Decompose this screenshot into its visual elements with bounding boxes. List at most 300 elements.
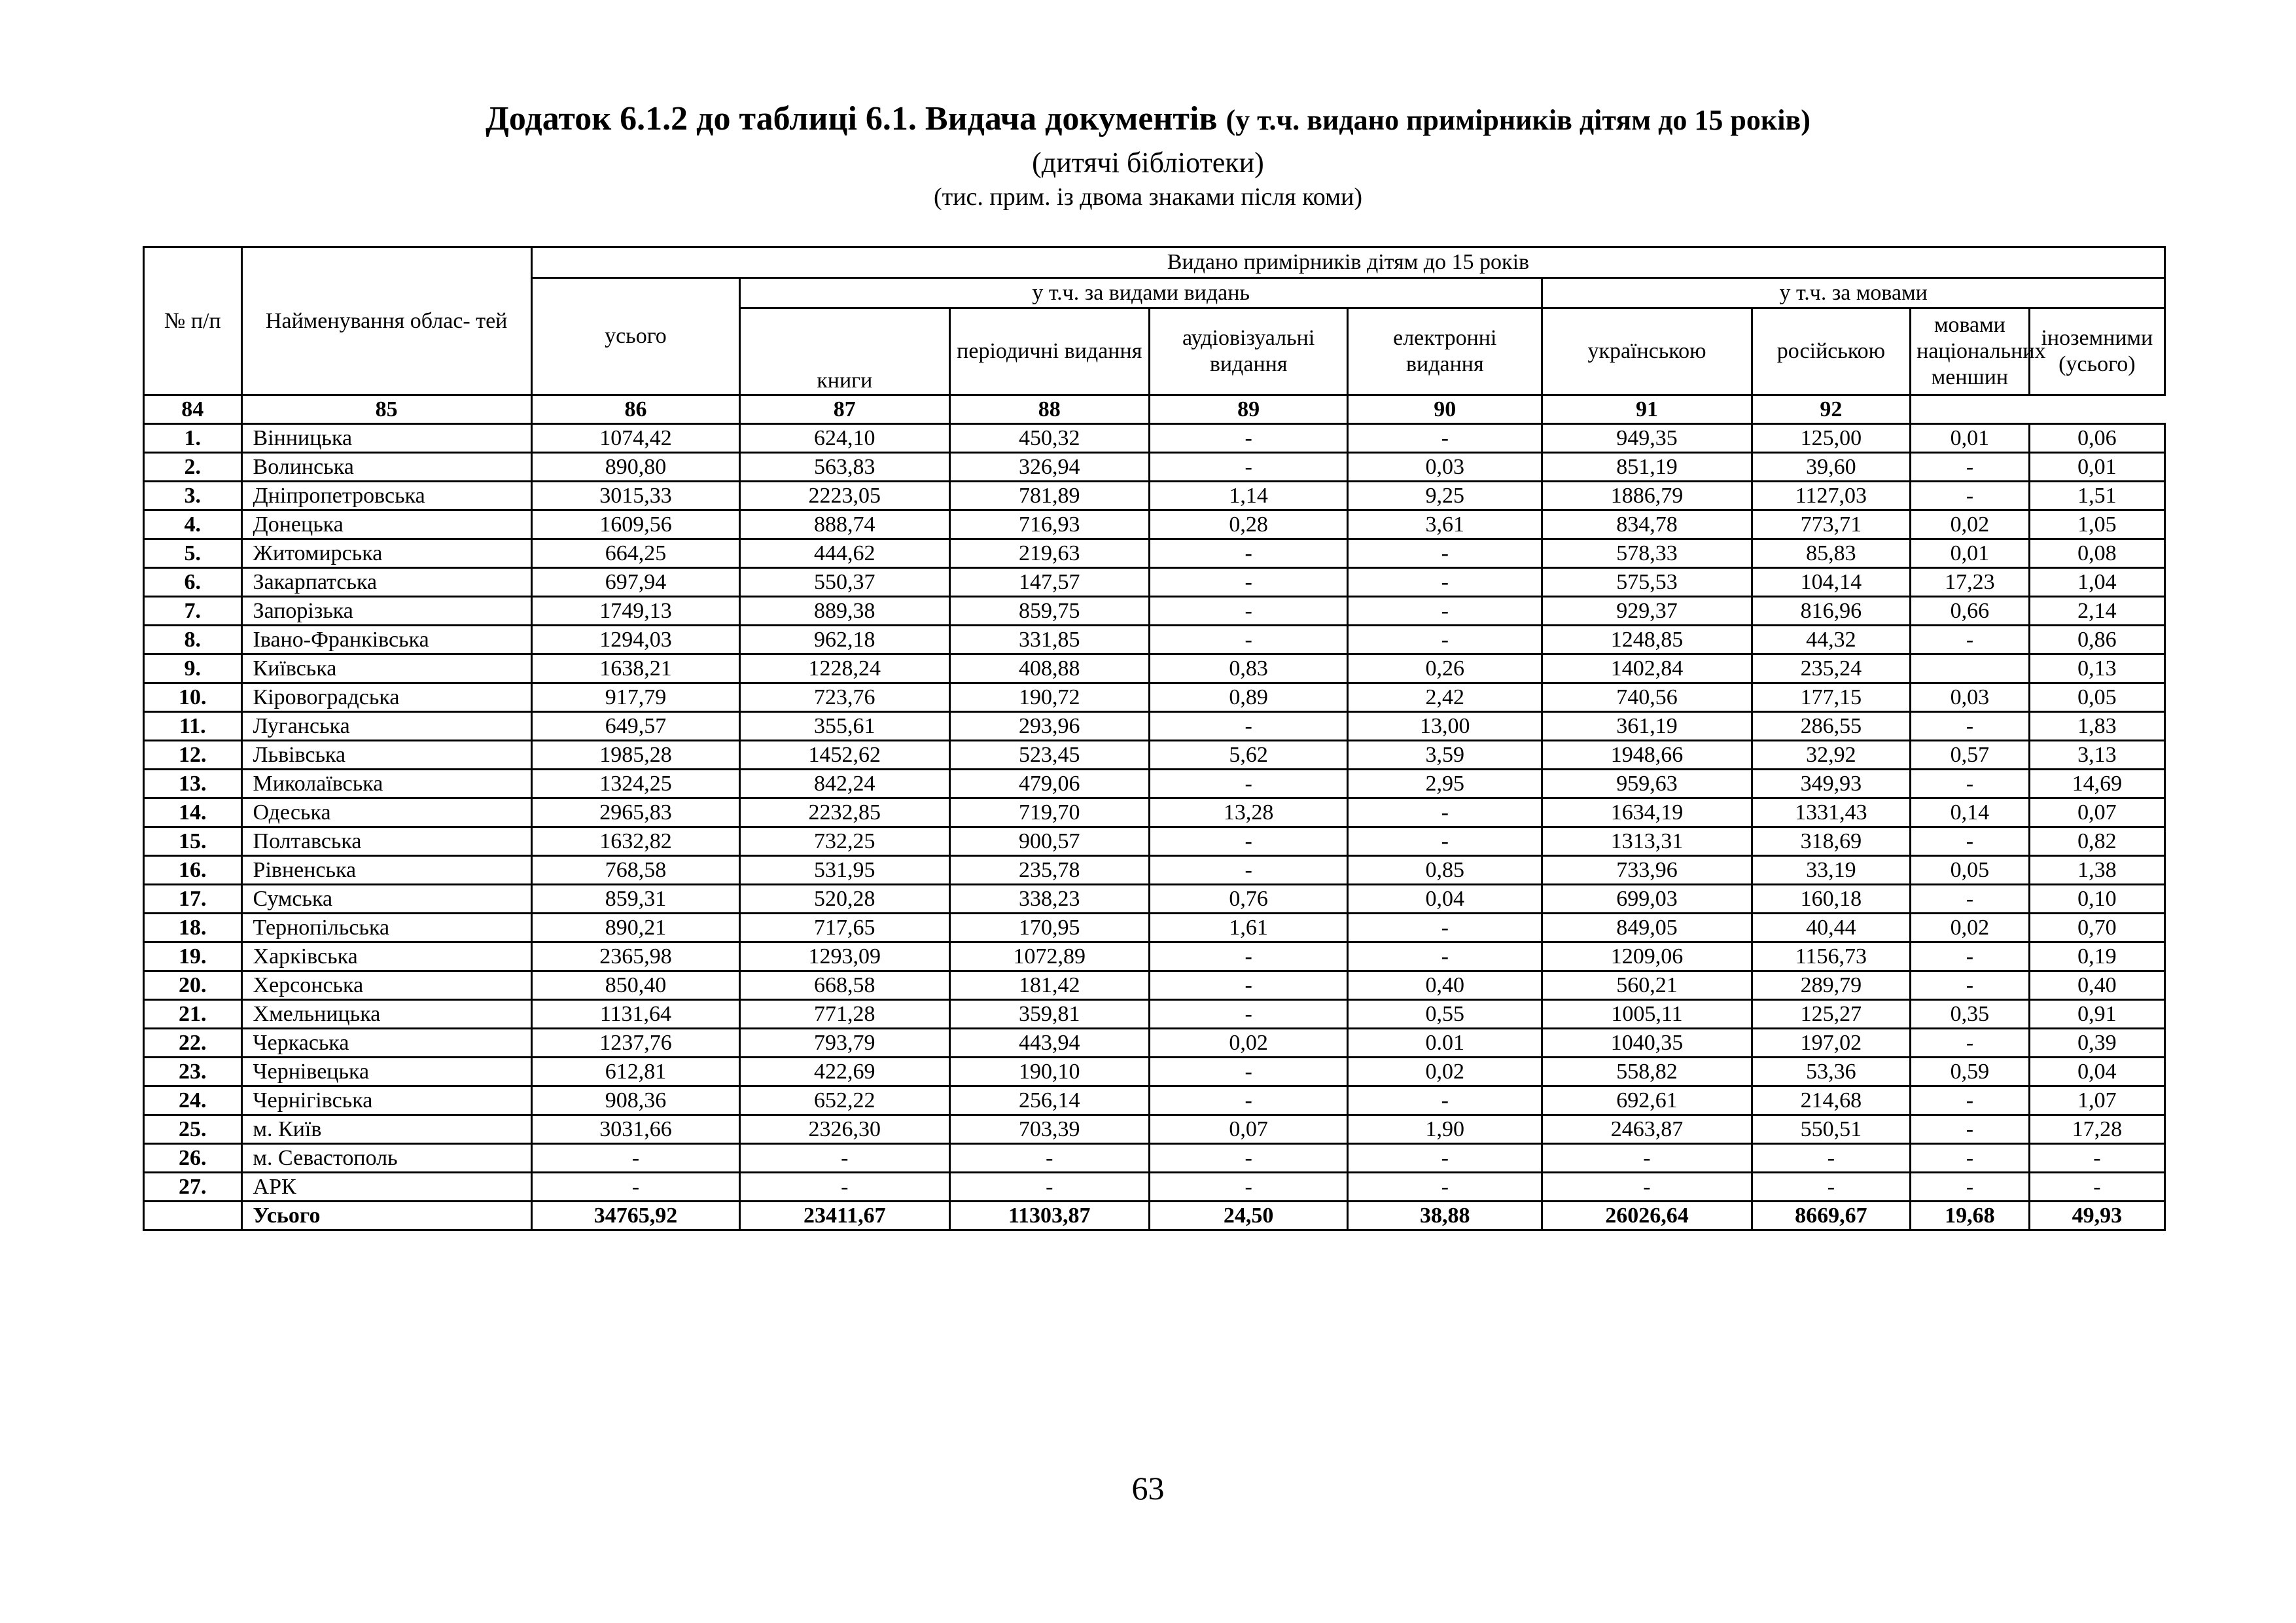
value-cell: 0,03 <box>1348 453 1542 482</box>
column-number: 90 <box>1348 395 1542 424</box>
region-name: Вінницька <box>241 424 531 453</box>
value-cell: - <box>1149 1058 1347 1086</box>
value-cell: 1886,79 <box>1542 482 1752 510</box>
value-cell: 1313,31 <box>1542 827 1752 856</box>
value-cell: 1005,11 <box>1542 1000 1752 1029</box>
value-cell: 793,79 <box>740 1029 949 1058</box>
value-cell: 1402,84 <box>1542 654 1752 683</box>
region-name: Запорізька <box>241 597 531 626</box>
value-cell: 359,81 <box>949 1000 1149 1029</box>
value-cell: 1,90 <box>1348 1115 1542 1144</box>
table-row <box>144 482 2165 510</box>
value-cell: 816,96 <box>1752 597 1910 626</box>
header-foreign: іноземними (усього) <box>2029 308 2164 395</box>
value-cell: 723,76 <box>740 683 949 712</box>
header-russian: російською <box>1752 308 1910 395</box>
value-cell: 177,15 <box>1752 683 1910 712</box>
value-cell: 0,08 <box>2029 539 2164 568</box>
value-cell: 0,35 <box>1911 1000 2030 1029</box>
value-cell: 1,04 <box>2029 568 2164 597</box>
column-number: 92 <box>1752 395 1910 424</box>
value-cell: 0,13 <box>2029 654 2164 683</box>
value-cell: 1985,28 <box>531 741 739 770</box>
value-cell: 190,72 <box>949 683 1149 712</box>
value-cell: 668,58 <box>740 971 949 1000</box>
value-cell: 0,70 <box>2029 914 2164 942</box>
region-name: Кіровоградська <box>241 683 531 712</box>
value-cell: - <box>1149 1000 1347 1029</box>
region-name: Полтавська <box>241 827 531 856</box>
value-cell: 9,25 <box>1348 482 1542 510</box>
value-cell: 0,01 <box>1911 424 2030 453</box>
page-number: 63 <box>1131 1470 1165 1507</box>
region-name: Рівненська <box>241 856 531 885</box>
value-cell: 1293,09 <box>740 942 949 971</box>
value-cell: 0.01 <box>1348 1029 1542 1058</box>
value-cell: 520,28 <box>740 885 949 914</box>
value-cell: 523,45 <box>949 741 1149 770</box>
value-cell: 104,14 <box>1752 568 1910 597</box>
value-cell: 962,18 <box>740 626 949 654</box>
column-number: 89 <box>1149 395 1347 424</box>
table-row <box>144 568 2165 597</box>
value-cell: 781,89 <box>949 482 1149 510</box>
value-cell: 563,83 <box>740 453 949 482</box>
header-periodicals: періодичні видання <box>949 308 1149 395</box>
value-cell: - <box>1911 1086 2030 1115</box>
header-total: усього <box>531 278 739 395</box>
table-row <box>144 770 2165 798</box>
row-number: 20. <box>144 971 242 1000</box>
table-row <box>144 1144 2165 1173</box>
value-cell: 959,63 <box>1542 770 1752 798</box>
value-cell: 17,23 <box>1911 568 2030 597</box>
table-row <box>144 1029 2165 1058</box>
value-cell: 40,44 <box>1752 914 1910 942</box>
value-cell: - <box>1911 827 2030 856</box>
value-cell: - <box>1348 827 1542 856</box>
table-row <box>144 1058 2165 1086</box>
value-cell: - <box>1348 539 1542 568</box>
value-cell: - <box>1911 482 2030 510</box>
value-cell: 0,07 <box>1149 1115 1347 1144</box>
value-cell: - <box>1911 770 2030 798</box>
region-name: Львівська <box>241 741 531 770</box>
region-name: Волинська <box>241 453 531 482</box>
value-cell: 331,85 <box>949 626 1149 654</box>
table-row <box>144 971 2165 1000</box>
table-row <box>144 424 2165 453</box>
units-note: (тис. прим. із двома знаками після коми) <box>933 183 1363 211</box>
value-cell: - <box>949 1144 1149 1173</box>
value-cell: 355,61 <box>740 712 949 741</box>
value-cell: 0,66 <box>1911 597 2030 626</box>
value-cell: 53,36 <box>1752 1058 1910 1086</box>
value-cell: 349,93 <box>1752 770 1910 798</box>
table-row <box>144 453 2165 482</box>
value-cell: - <box>1348 626 1542 654</box>
value-cell: 197,02 <box>1752 1029 1910 1058</box>
value-cell: 0,03 <box>1911 683 2030 712</box>
value-cell: 49,93 <box>2029 1202 2164 1230</box>
value-cell: - <box>1149 770 1347 798</box>
value-cell: 13,00 <box>1348 712 1542 741</box>
value-cell: 1749,13 <box>531 597 739 626</box>
value-cell: - <box>1911 712 2030 741</box>
region-name: Сумська <box>241 885 531 914</box>
table-row <box>144 798 2165 827</box>
value-cell: 160,18 <box>1752 885 1910 914</box>
value-cell: 1294,03 <box>531 626 739 654</box>
row-number: 9. <box>144 654 242 683</box>
table-row <box>144 539 2165 568</box>
value-cell: 38,88 <box>1348 1202 1542 1230</box>
column-numbers-row <box>144 395 2165 424</box>
value-cell: 17,28 <box>2029 1115 2164 1144</box>
value-cell: - <box>531 1173 739 1202</box>
table-row <box>144 914 2165 942</box>
value-cell: 2,14 <box>2029 597 2164 626</box>
table-row <box>144 741 2165 770</box>
value-cell: 624,10 <box>740 424 949 453</box>
circulation-table <box>143 246 2166 1231</box>
value-cell: 1040,35 <box>1542 1029 1752 1058</box>
value-cell: 0,91 <box>2029 1000 2164 1029</box>
table-row <box>144 597 2165 626</box>
value-cell: 851,19 <box>1542 453 1752 482</box>
value-cell: 2326,30 <box>740 1115 949 1144</box>
value-cell: 11303,87 <box>949 1202 1149 1230</box>
header-by-type: у т.ч. за видами видань <box>740 278 1542 308</box>
value-cell: 0,05 <box>2029 683 2164 712</box>
value-cell <box>1911 654 2030 683</box>
value-cell: 8669,67 <box>1752 1202 1910 1230</box>
value-cell: 1237,76 <box>531 1029 739 1058</box>
column-number: 84 <box>144 395 242 424</box>
value-cell: 1228,24 <box>740 654 949 683</box>
value-cell: 1948,66 <box>1542 741 1752 770</box>
value-cell: 14,69 <box>2029 770 2164 798</box>
value-cell: 692,61 <box>1542 1086 1752 1115</box>
value-cell: - <box>1149 539 1347 568</box>
value-cell: - <box>1911 1029 2030 1058</box>
value-cell: 1452,62 <box>740 741 949 770</box>
value-cell: 0,83 <box>1149 654 1347 683</box>
value-cell: - <box>1911 453 2030 482</box>
value-cell: - <box>1149 424 1347 453</box>
value-cell: 0,28 <box>1149 510 1347 539</box>
value-cell: - <box>1542 1173 1752 1202</box>
value-cell: 125,27 <box>1752 1000 1910 1029</box>
value-cell: - <box>1149 712 1347 741</box>
table-row <box>144 626 2165 654</box>
region-name: Чернівецька <box>241 1058 531 1086</box>
value-cell: 550,37 <box>740 568 949 597</box>
value-cell: 917,79 <box>531 683 739 712</box>
value-cell: - <box>740 1173 949 1202</box>
value-cell: 773,71 <box>1752 510 1910 539</box>
header-num: № п/п <box>144 247 242 395</box>
region-name: Усього <box>241 1202 531 1230</box>
value-cell: 908,36 <box>531 1086 739 1115</box>
value-cell: 888,74 <box>740 510 949 539</box>
value-cell: 235,24 <box>1752 654 1910 683</box>
value-cell: 859,31 <box>531 885 739 914</box>
value-cell: 3015,33 <box>531 482 739 510</box>
value-cell: 3,59 <box>1348 741 1542 770</box>
value-cell: 479,06 <box>949 770 1149 798</box>
row-number: 7. <box>144 597 242 626</box>
value-cell: 850,40 <box>531 971 739 1000</box>
value-cell: 214,68 <box>1752 1086 1910 1115</box>
value-cell: 0,26 <box>1348 654 1542 683</box>
value-cell: 190,10 <box>949 1058 1149 1086</box>
table-row <box>144 1000 2165 1029</box>
value-cell: 0,59 <box>1911 1058 2030 1086</box>
value-cell: 0,10 <box>2029 885 2164 914</box>
value-cell: 1609,56 <box>531 510 739 539</box>
value-cell: 2232,85 <box>740 798 949 827</box>
table-row <box>144 1115 2165 1144</box>
value-cell: - <box>1149 856 1347 885</box>
value-cell: 1,61 <box>1149 914 1347 942</box>
value-cell: 575,53 <box>1542 568 1752 597</box>
value-cell: 842,24 <box>740 770 949 798</box>
value-cell: - <box>1348 597 1542 626</box>
row-number: 17. <box>144 885 242 914</box>
value-cell: 849,05 <box>1542 914 1752 942</box>
value-cell: - <box>1348 1086 1542 1115</box>
value-cell: 3,13 <box>2029 741 2164 770</box>
row-number: 8. <box>144 626 242 654</box>
row-number: 14. <box>144 798 242 827</box>
value-cell: 889,38 <box>740 597 949 626</box>
value-cell: 33,19 <box>1752 856 1910 885</box>
value-cell: 900,57 <box>949 827 1149 856</box>
value-cell: 326,94 <box>949 453 1149 482</box>
table-row <box>144 683 2165 712</box>
value-cell: - <box>1911 1144 2030 1173</box>
row-number: 15. <box>144 827 242 856</box>
value-cell: 768,58 <box>531 856 739 885</box>
region-name: Луганська <box>241 712 531 741</box>
value-cell: - <box>1348 424 1542 453</box>
value-cell: 1324,25 <box>531 770 739 798</box>
value-cell: 422,69 <box>740 1058 949 1086</box>
value-cell: 318,69 <box>1752 827 1910 856</box>
value-cell: 1131,64 <box>531 1000 739 1029</box>
value-cell: 170,95 <box>949 914 1149 942</box>
column-number: 88 <box>949 395 1149 424</box>
value-cell: 1072,89 <box>949 942 1149 971</box>
value-cell: - <box>1542 1144 1752 1173</box>
value-cell: 361,19 <box>1542 712 1752 741</box>
value-cell: 147,57 <box>949 568 1149 597</box>
value-cell: 0,40 <box>2029 971 2164 1000</box>
value-cell: 732,25 <box>740 827 949 856</box>
column-number: 85 <box>241 395 531 424</box>
value-cell: 1,38 <box>2029 856 2164 885</box>
value-cell: 39,60 <box>1752 453 1910 482</box>
region-name: Миколаївська <box>241 770 531 798</box>
value-cell: 929,37 <box>1542 597 1752 626</box>
value-cell: 19,68 <box>1911 1202 2030 1230</box>
value-cell: 531,95 <box>740 856 949 885</box>
row-number: 18. <box>144 914 242 942</box>
value-cell: 0,76 <box>1149 885 1347 914</box>
value-cell: 0,02 <box>1348 1058 1542 1086</box>
value-cell: - <box>1911 942 2030 971</box>
header-name: Найменування облас- тей <box>241 247 531 395</box>
value-cell: 289,79 <box>1752 971 1910 1000</box>
value-cell: - <box>1149 827 1347 856</box>
value-cell: 0,40 <box>1348 971 1542 1000</box>
value-cell: 23411,67 <box>740 1202 949 1230</box>
value-cell: 859,75 <box>949 597 1149 626</box>
row-number: 25. <box>144 1115 242 1144</box>
value-cell: 1,07 <box>2029 1086 2164 1115</box>
value-cell: - <box>1911 971 2030 1000</box>
value-cell: - <box>1752 1173 1910 1202</box>
value-cell: - <box>1911 1115 2030 1144</box>
value-cell: - <box>1911 1173 2030 1202</box>
value-cell: 1634,19 <box>1542 798 1752 827</box>
value-cell: 0,55 <box>1348 1000 1542 1029</box>
value-cell: 450,32 <box>949 424 1149 453</box>
value-cell: 0,05 <box>1911 856 2030 885</box>
value-cell: 2965,83 <box>531 798 739 827</box>
value-cell: 949,35 <box>1542 424 1752 453</box>
value-cell: 26026,64 <box>1542 1202 1752 1230</box>
header-by-language: у т.ч. за мовами <box>1542 278 2165 308</box>
row-number: 11. <box>144 712 242 741</box>
value-cell: 219,63 <box>949 539 1149 568</box>
value-cell: 703,39 <box>949 1115 1149 1144</box>
value-cell: 0,07 <box>2029 798 2164 827</box>
value-cell: 293,96 <box>949 712 1149 741</box>
value-cell: - <box>1348 798 1542 827</box>
value-cell: 24,50 <box>1149 1202 1347 1230</box>
value-cell: 0,86 <box>2029 626 2164 654</box>
value-cell: - <box>1149 1086 1347 1115</box>
value-cell: 890,21 <box>531 914 739 942</box>
value-cell: - <box>1149 568 1347 597</box>
value-cell: 578,33 <box>1542 539 1752 568</box>
region-name: АРК <box>241 1173 531 1202</box>
table-row <box>144 856 2165 885</box>
value-cell: - <box>1149 971 1347 1000</box>
header-electronic: електронні видання <box>1348 308 1542 395</box>
row-number: 13. <box>144 770 242 798</box>
value-cell: 181,42 <box>949 971 1149 1000</box>
value-cell: 560,21 <box>1542 971 1752 1000</box>
value-cell: 890,80 <box>531 453 739 482</box>
value-cell: 1,14 <box>1149 482 1347 510</box>
row-number: 2. <box>144 453 242 482</box>
row-number: 19. <box>144 942 242 971</box>
value-cell: - <box>1149 1173 1347 1202</box>
region-name: Харківська <box>241 942 531 971</box>
value-cell: 733,96 <box>1542 856 1752 885</box>
table-row <box>144 885 2165 914</box>
column-number: 87 <box>740 395 949 424</box>
value-cell: - <box>2029 1173 2164 1202</box>
value-cell: 3,61 <box>1348 510 1542 539</box>
value-cell: 1,83 <box>2029 712 2164 741</box>
row-number: 12. <box>144 741 242 770</box>
row-number: 10. <box>144 683 242 712</box>
value-cell: - <box>740 1144 949 1173</box>
value-cell: 664,25 <box>531 539 739 568</box>
value-cell: 1331,43 <box>1752 798 1910 827</box>
table-row <box>144 510 2165 539</box>
value-cell: 699,03 <box>1542 885 1752 914</box>
value-cell: 34765,92 <box>531 1202 739 1230</box>
value-cell: 719,70 <box>949 798 1149 827</box>
header-audiovisual: аудіовізуальні видання <box>1149 308 1347 395</box>
value-cell: 558,82 <box>1542 1058 1752 1086</box>
value-cell: 0,85 <box>1348 856 1542 885</box>
value-cell: 716,93 <box>949 510 1149 539</box>
value-cell: 44,32 <box>1752 626 1910 654</box>
value-cell: 652,22 <box>740 1086 949 1115</box>
table-row <box>144 654 2165 683</box>
region-name: Тернопільська <box>241 914 531 942</box>
value-cell: - <box>1752 1144 1910 1173</box>
value-cell: 0,01 <box>1911 539 2030 568</box>
region-name: Дніпропетровська <box>241 482 531 510</box>
value-cell: 834,78 <box>1542 510 1752 539</box>
column-number: 86 <box>531 395 739 424</box>
value-cell: 697,94 <box>531 568 739 597</box>
region-name: Хмельницька <box>241 1000 531 1029</box>
value-cell: 444,62 <box>740 539 949 568</box>
value-cell: 3031,66 <box>531 1115 739 1144</box>
total-row <box>144 1202 2165 1230</box>
value-cell: 32,92 <box>1752 741 1910 770</box>
region-name: Одеська <box>241 798 531 827</box>
title-main: Додаток 6.1.2 до таблиці 6.1. Видача документів <box>486 100 1218 137</box>
value-cell: 1248,85 <box>1542 626 1752 654</box>
table-row <box>144 942 2165 971</box>
row-number: 5. <box>144 539 242 568</box>
value-cell: 1209,06 <box>1542 942 1752 971</box>
value-cell: - <box>1149 597 1347 626</box>
value-cell: 0,19 <box>2029 942 2164 971</box>
table-row <box>144 712 2165 741</box>
row-number: 22. <box>144 1029 242 1058</box>
value-cell: 0,04 <box>2029 1058 2164 1086</box>
page-subtitle: (дитячі бібліотеки) <box>1032 147 1264 179</box>
header-ukrainian: українською <box>1542 308 1752 395</box>
region-name: Київська <box>241 654 531 683</box>
header-minorities: мовами національних меншин <box>1911 308 2030 395</box>
value-cell: 2,42 <box>1348 683 1542 712</box>
row-number: 4. <box>144 510 242 539</box>
value-cell: - <box>1348 1144 1542 1173</box>
value-cell: 0,89 <box>1149 683 1347 712</box>
row-number: 6. <box>144 568 242 597</box>
value-cell: 1632,82 <box>531 827 739 856</box>
value-cell: 0,14 <box>1911 798 2030 827</box>
value-cell: 1,05 <box>2029 510 2164 539</box>
value-cell: 2365,98 <box>531 942 739 971</box>
value-cell: 338,23 <box>949 885 1149 914</box>
value-cell: - <box>1911 626 2030 654</box>
value-cell: 0,02 <box>1149 1029 1347 1058</box>
region-name: м. Київ <box>241 1115 531 1144</box>
title-paren: (у т.ч. видано примірників дітям до 15 років) <box>1226 104 1810 136</box>
